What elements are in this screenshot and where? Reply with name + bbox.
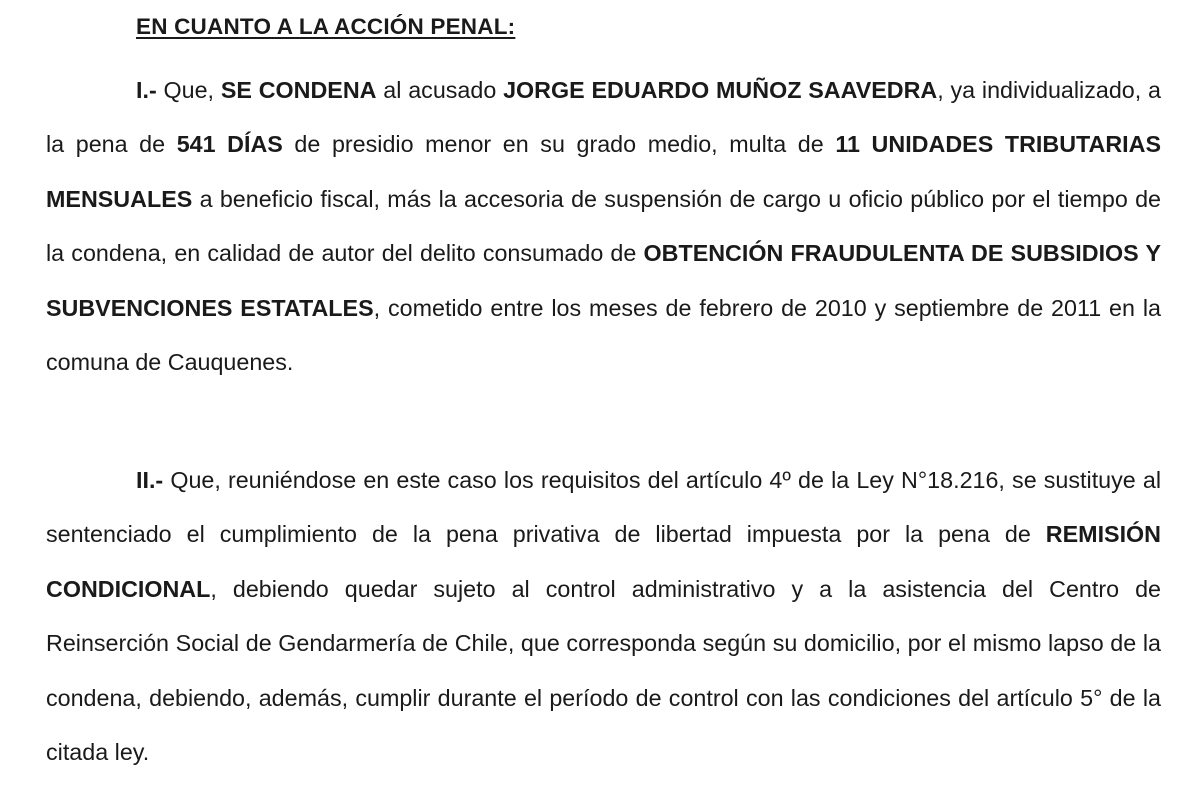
paragraph-1-text-5: a beneficio fiscal, más la accesoria de suspensión de cargo u oficio público por el tiempo de la condena, en calidad de autor del delito consumado de: [46, 185, 1161, 267]
paragraph-1-text-2: al acusado: [376, 77, 504, 103]
paragraph-1-bold-accused-name: JORGE EDUARDO MUÑOZ SAAVEDRA: [503, 77, 938, 103]
paragraph-1-text-6: , cometido entre los meses de febrero de 2010 y septiembre de 2011 en la comuna de Cauquenes.: [46, 294, 1161, 376]
paragraph-2: [46, 453, 1161, 779]
paragraph-1-bold-fine: 11 UNIDADES TRIBUTARIAS MENSUALES: [46, 131, 1161, 212]
paragraph-2-text-1: Que, reuniéndose en este caso los requisitos del artículo 4º de la Ley N°18.216, se sustituye al sentenciado el cumplimiento de la pena privativa de libertad impuesta por la pena de: [46, 467, 1161, 548]
paragraph-1-bold-offense: OBTENCIÓN FRAUDULENTA DE SUBSIDIOS Y SUBVENCIONES ESTATALES: [46, 240, 1161, 321]
paragraph-1-numeral: I.-: [136, 77, 157, 103]
paragraph-2-bold-remission: REMISIÓN CONDICIONAL: [46, 521, 1161, 602]
section-heading: EN CUANTO A LA ACCIÓN PENAL:: [136, 14, 516, 39]
paragraph-1-text-1: Que,: [156, 77, 221, 103]
paragraph-1-bold-days: 541 DÍAS: [176, 131, 283, 158]
paragraph-1-bold-condena: SE CONDENA: [220, 77, 377, 103]
paragraph-2-text-2: , debiendo quedar sujeto al control administrativo y a la asistencia del Centro de Reinserción Social de Gendarmería de Chile, que corresponda según su domicilio, por el mismo lapso de la condena, debiendo, además, cumplir durante el período de control con las condiciones del artículo 5° de la citada ley.: [46, 575, 1161, 766]
paragraph-1-text-3: , ya individualizado, a la pena de: [46, 77, 1161, 158]
paragraph-1-text-4: de presidio menor en su grado medio, multa de: [282, 131, 836, 158]
paragraph-1: [46, 63, 1161, 389]
paragraph-2-numeral: II.-: [136, 467, 164, 493]
